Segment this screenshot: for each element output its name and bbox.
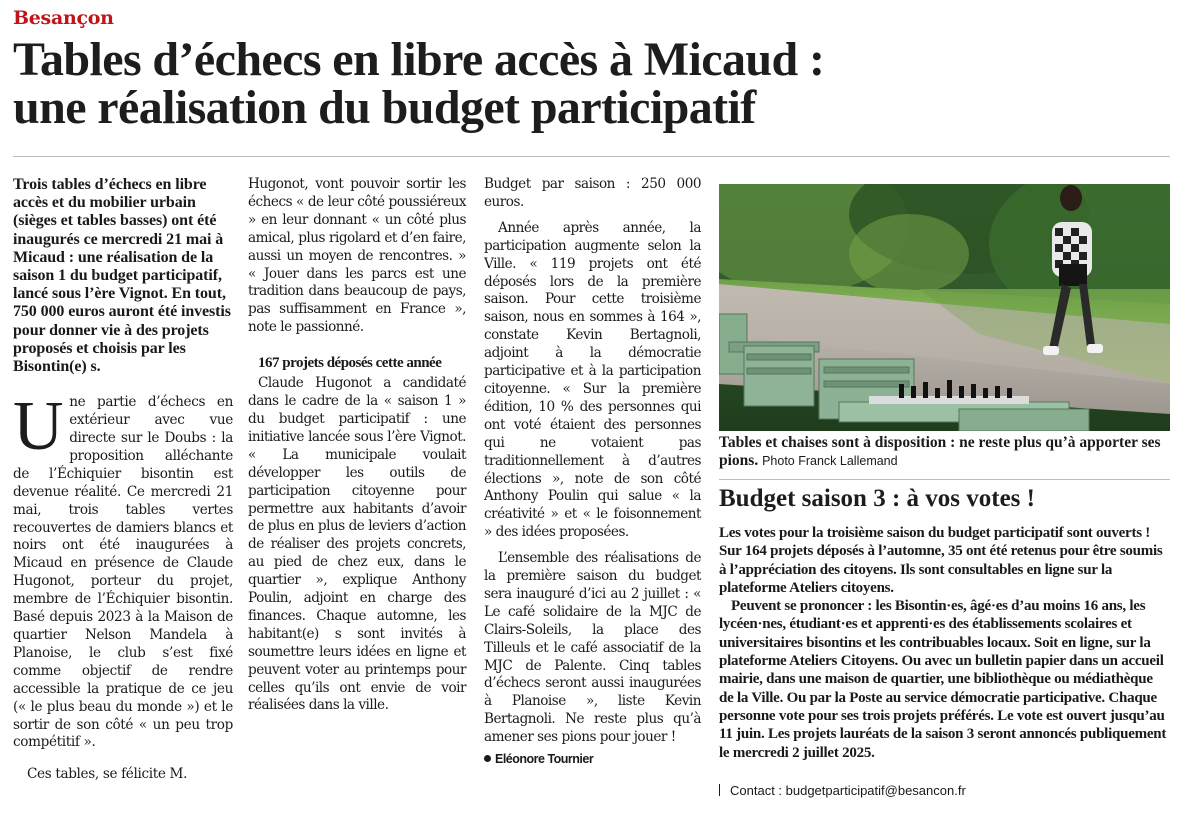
headline-line-2: une réalisation du budget participatif bbox=[13, 81, 756, 134]
body-paragraph: Hugonot, vont pouvoir sortir les échecs « de leur côté poussiéreux » en leur donnant « un côté plus amical, plus rigolard et d’en faire, aussi un moyen de rencontres. » « Jouer dans les parcs est une tradition dans beaucoup de pays, pas suffisamment en France », note le passionné. bbox=[248, 176, 466, 336]
sidebar-divider bbox=[719, 479, 1170, 480]
section-kicker: Besançon bbox=[13, 7, 114, 29]
headline-divider bbox=[13, 156, 1170, 157]
body-paragraph: Claude Hugonot a candidaté dans le cadre de la « saison 1 » du budget participatif : une initiative lancée sous l’ère Vignot. « La municipale voulait développer les outils de participation citoyenne pour permettre aux habitants d’avoir de plus en plus de leviers d’action de réaliser des projets concrets, au pied de chez eux, dans le quartier », explique Anthony Poulin, adjoint en charge des finances. Chaque automne, les habitant(e) s sont invités à soumettre leurs idées en ligne et peuvent voter au printemps pour celles qu’ils ont envie de voir réalisées dans la ville. bbox=[248, 375, 466, 714]
sidebar-contact bbox=[719, 783, 966, 798]
sidebar-paragraph: Les votes pour la troisième saison du budget participatif sont ouverts ! Sur 164 projets déposés à l’automne, 35 ont été retenus pour être soumis à l’appréciation des citoyens. Ils sont consultables en ligne sur la plateforme Ateliers citoyens. bbox=[719, 525, 1163, 596]
park-chess-photo bbox=[719, 184, 1170, 431]
caption-text: Tables et chaises sont à disposition : ne reste plus qu’à apporter ses pions. bbox=[719, 434, 1161, 469]
article-column-1 bbox=[13, 176, 233, 784]
contact-text: Contact : budgetparticipatif@besancon.fr bbox=[730, 783, 966, 798]
photo-caption bbox=[719, 434, 1170, 470]
body-paragraph: Ces tables, se félicite M. bbox=[27, 766, 188, 783]
sidebar-paragraph: Peuvent se prononcer : les Bisontin·es, âgé·es d’au moins 16 ans, les lycéen·nes, étudiant·es et apprenti·es des établissements scolaires et universitaires bisontins et les contribuables locaux. Soit en ligne, sur la plateforme Ateliers Citoyens. Ou avec un bulletin papier dans un accueil mairie, dans une maison de quartier, une bibliothèque ou médiathèque de la Ville. Ou par la Poste au service démocratie participative. Chaque personne vote pour ses trois projets préférés. Le vote est ouvert jusqu’au 11 juin. Les projets lauréats de la saison 3 seront annoncés publiquement le mercredi 2 juillet 2025. bbox=[719, 598, 1167, 761]
body-paragraph: Année après année, la participation augmente selon la Ville. « 119 projets ont été déposés lors de la première saison. Pour cette troisième saison, nous en sommes à 164 », constate Kevin Bertagnoli, adjoint à la démocratie participative et à la participation citoyenne. « Sur la première édition, 10 % des personnes qui ont voté étaient des personnes qui ne votaient pas traditionnellement à d’autres élections », note de son côté Anthony Poulin qui salue « la créativité » et « le foisonnement » des idées proposées. bbox=[484, 219, 701, 541]
body-paragraph: ne partie d’échecs en extérieur avec vue directe sur le Doubs : la proposition alléchante de l’Échiquier bisontin est devenue réalité. Ce mercredi 21 mai, trois tables vertes recouvertes de damiers blancs et noirs ont été inaugurées à Micaud en présence de Claude Hugonot, porteur du projet, membre de l’Échiquier bisontin. Basé depuis 2023 à la Maison de quartier Nelson Mandela à Planoise, le club s’est fixé comme objectif de rendre accessible la pratique de ce jeu (« le plus beau du monde ») et le sortir de son côté « un peu trop compétitif ». bbox=[13, 394, 233, 751]
sidebar-body bbox=[719, 524, 1170, 762]
intertitle: 167 projets déposés cette année bbox=[258, 355, 442, 372]
photo-credit: Photo Franck Lallemand bbox=[762, 454, 898, 468]
article-headline bbox=[13, 33, 1173, 134]
dropcap-letter: U bbox=[13, 388, 64, 466]
article-lead: Trois tables d’échecs en libre accès et du mobilier urbain (sièges et tables basses) ont été inaugurés ce mercredi 21 mai à Micaud : une réalisation de la saison 1 du budget participatif, lancé sous l’ère Vignot. En tout, 750 000 euros auront été investis pour donner vie à des projets proposés et choisis par les Bisontin(e) s. bbox=[13, 176, 231, 376]
article-column-3 bbox=[484, 176, 701, 769]
contact-bar-icon bbox=[719, 784, 720, 796]
author-name: Eléonore Tournier bbox=[495, 752, 594, 767]
article-photo bbox=[719, 184, 1170, 431]
headline-line-1: Tables d’échecs en libre accès à Micaud : bbox=[13, 33, 825, 86]
article-column-2 bbox=[248, 176, 466, 715]
dropcap-paragraph bbox=[13, 388, 233, 752]
byline-bullet-icon bbox=[484, 755, 491, 762]
body-paragraph: L’ensemble des réalisations de la première saison du budget sera inauguré d’ici au 2 juillet : « Le café solidaire de la MJC de Clairs-Soleils, la place des Tilleuls et le café associatif de la MJC de Palente. Cinq tables d’échecs seront aussi inaugurées à Planoise », liste Kevin Bertagnoli. Ne reste plus qu’à amener ses pions pour jouer ! bbox=[484, 550, 701, 746]
sidebar-title: Budget saison 3 : à vos votes ! bbox=[719, 485, 1035, 512]
author-byline bbox=[484, 751, 701, 769]
body-paragraph: Budget par saison : 250 000 euros. bbox=[484, 176, 701, 210]
